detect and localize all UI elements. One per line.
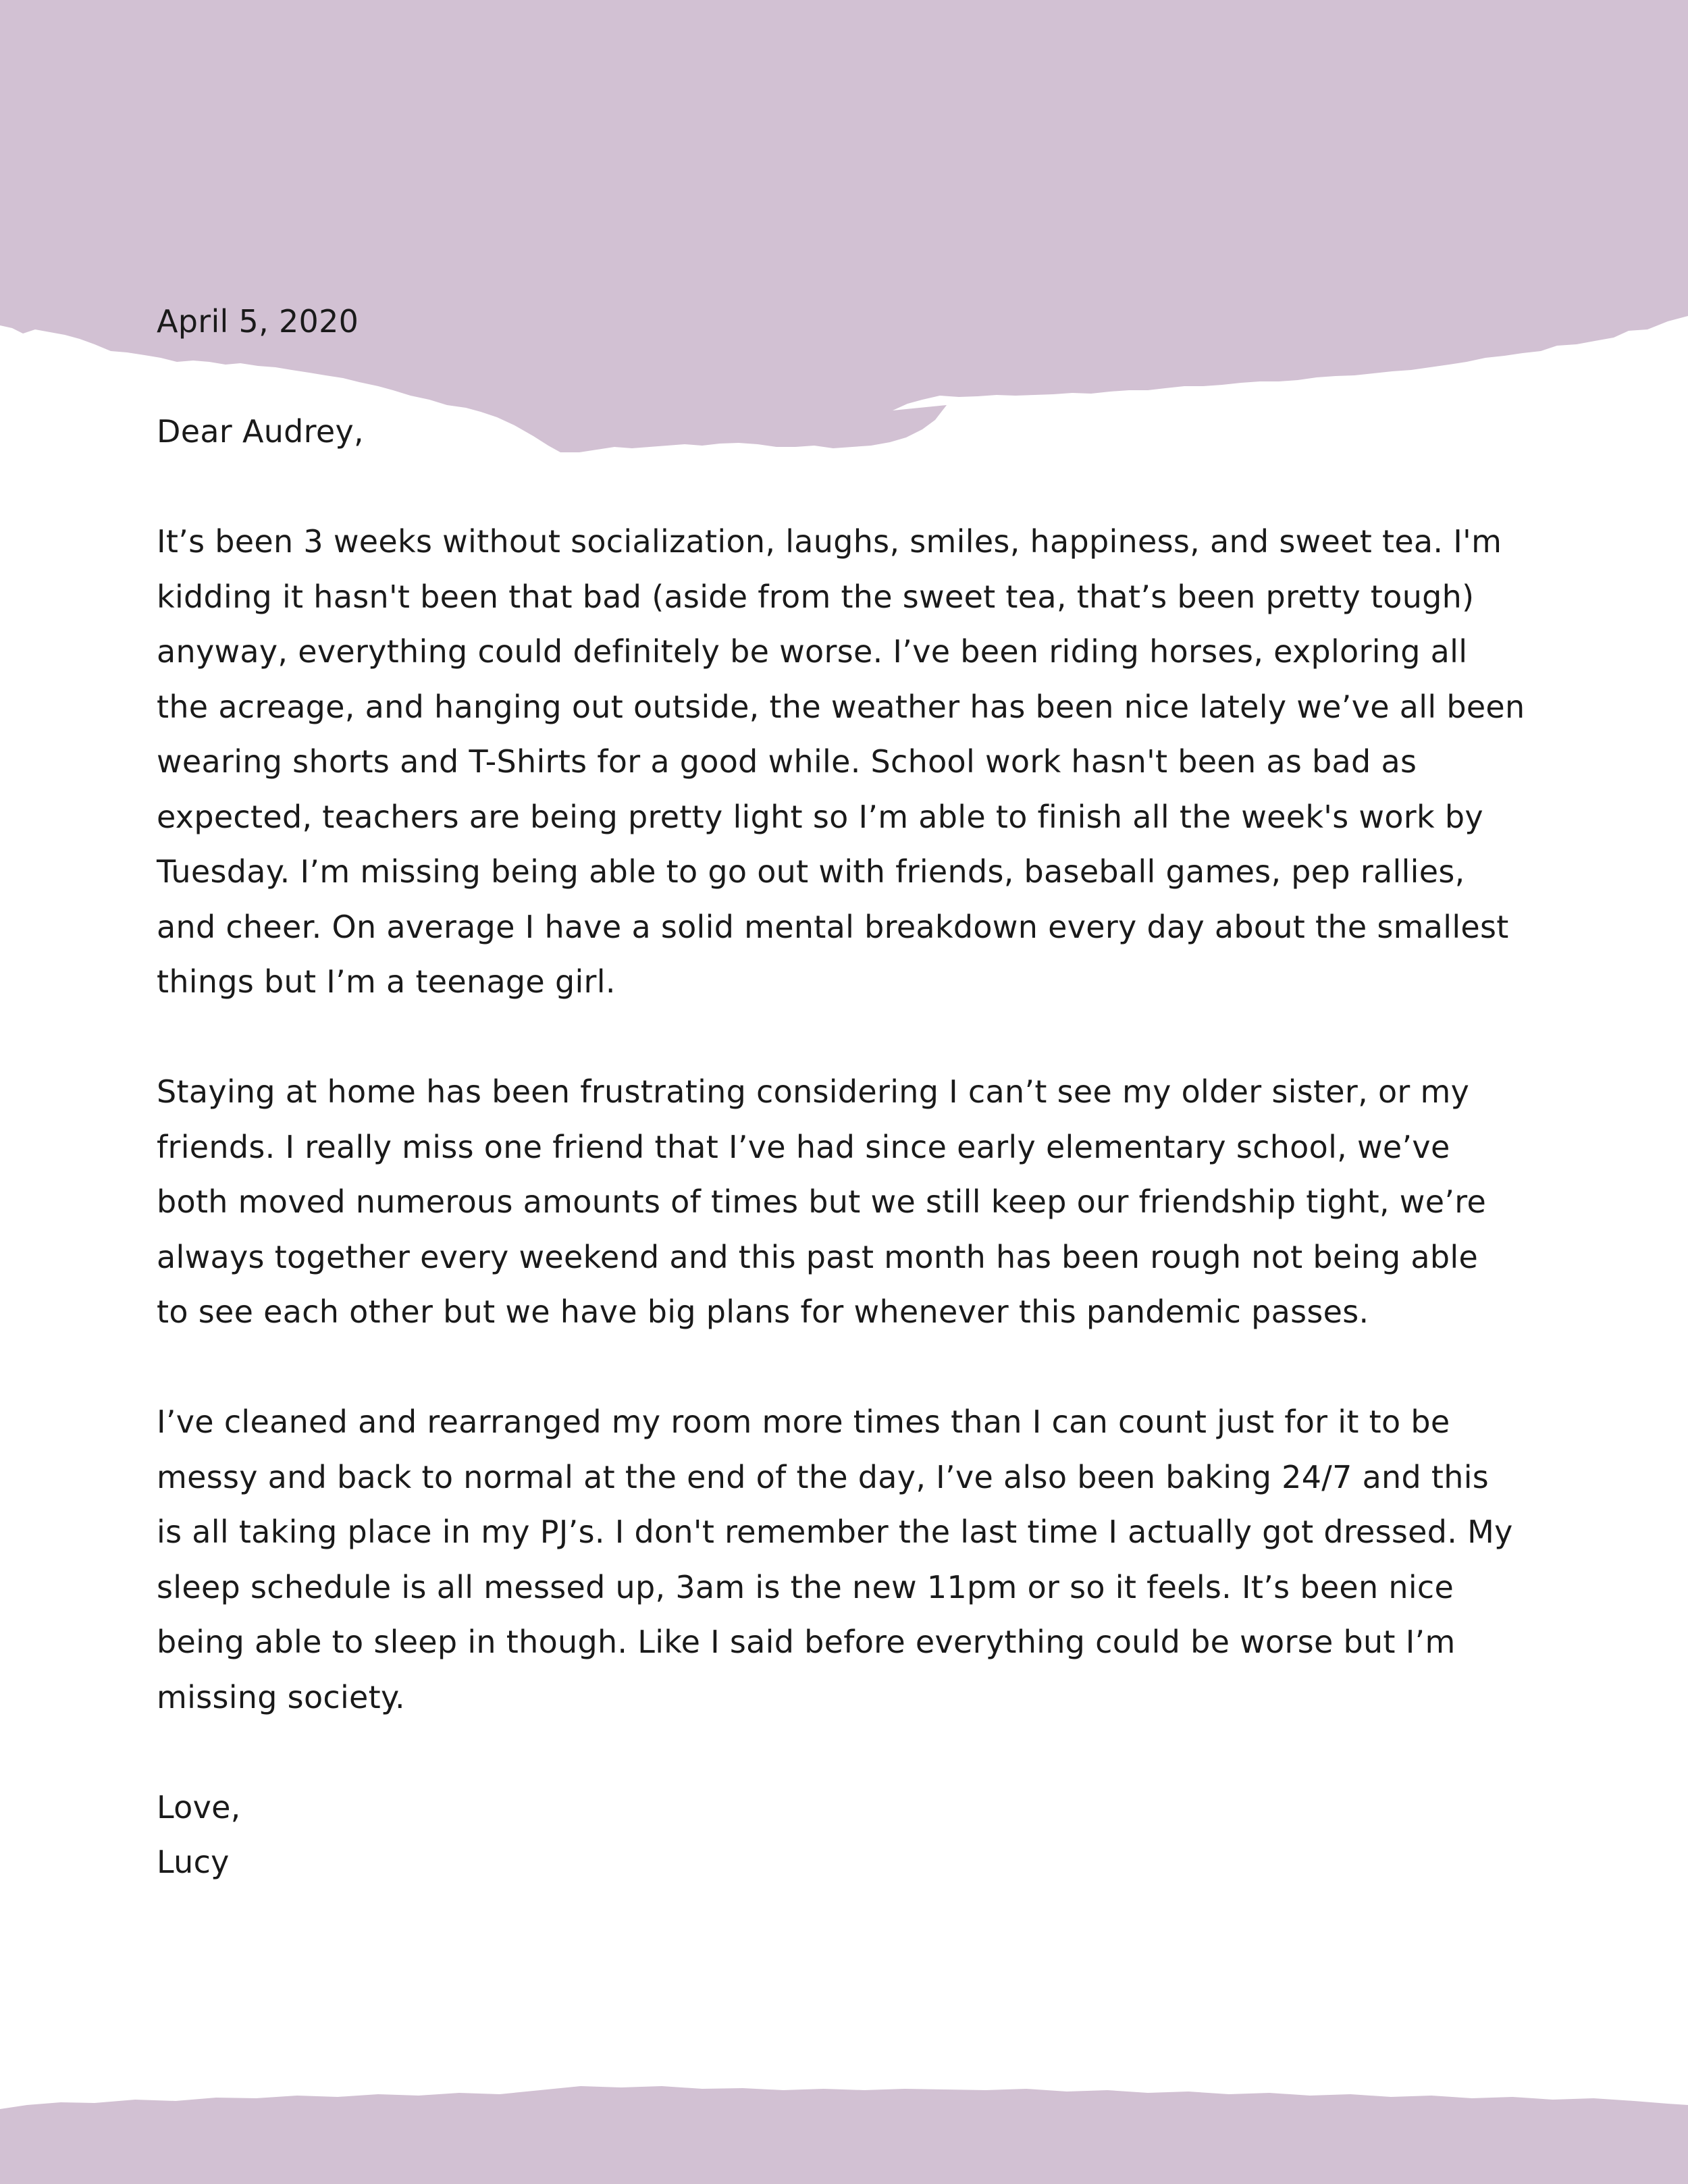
bottom-torn-paper-band [0,2066,1688,2184]
paragraph-1 [157,514,1561,1010]
letter-greeting: Dear Audrey, [157,413,364,450]
paragraph-line: sleep schedule is all messed up, 3am is the new 11pm or so it feels. It’s been nice [157,1568,1454,1605]
paragraph-line: things but I’m a teenage girl. [157,963,616,1000]
paragraph-line: being able to sleep in though. Like I said before everything could be worse but I’m [157,1624,1456,1660]
letter-closing: Love, [157,1788,241,1826]
paragraph-line: always together every weekend and this past month has been rough not being able [157,1238,1479,1275]
paragraph-line: messy and back to normal at the end of the day, I’ve also been baking 24/7 and this [157,1458,1489,1495]
paragraph-line: It’s been 3 weeks without socialization, laughs, smiles, happiness, and sweet tea. I'm [157,523,1502,560]
paragraph-line: both moved numerous amounts of times but we still keep our friendship tight, we’re [157,1183,1487,1220]
paragraph-line: Staying at home has been frustrating considering I can’t see my older sister, or my [157,1073,1470,1110]
paragraph-line: and cheer. On average I have a solid mental breakdown every day about the smallest [157,908,1509,945]
paragraph-line: to see each other but we have big plans for whenever this pandemic passes. [157,1294,1369,1330]
paragraph-line: friends. I really miss one friend that I’ve had since early elementary school, we’ve [157,1128,1450,1165]
paragraph-line: wearing shorts and T-Shirts for a good while. School work hasn't been as bad as [157,743,1417,780]
paragraph-line: Tuesday. I’m missing being able to go out with friends, baseball games, pep rallies, [157,853,1465,890]
letter-date: April 5, 2020 [157,303,359,340]
letter-body [157,294,1561,1890]
paragraph-line: expected, teachers are being pretty light so I’m able to finish all the week's work by [157,798,1483,835]
letter-signature: Lucy [157,1844,230,1880]
paragraph-line: is all taking place in my PJ’s. I don't remember the last time I actually got dressed. My [157,1514,1513,1550]
bottom-band-shape [0,2086,1688,2184]
paragraph-line: I’ve cleaned and rearranged my room more times than I can count just for it to be [157,1404,1450,1440]
paragraph-line: kidding it hasn't been that bad (aside from the sweet tea, that’s been pretty tough) [157,578,1475,615]
paragraph-line: missing society. [157,1678,405,1715]
paragraph-line: the acreage, and hanging out outside, the weather has been nice lately we’ve all been [157,688,1525,725]
paragraph-2 [157,1065,1561,1340]
paragraph-3 [157,1395,1561,1725]
paragraph-line: anyway, everything could definitely be worse. I’ve been riding horses, exploring all [157,633,1468,670]
